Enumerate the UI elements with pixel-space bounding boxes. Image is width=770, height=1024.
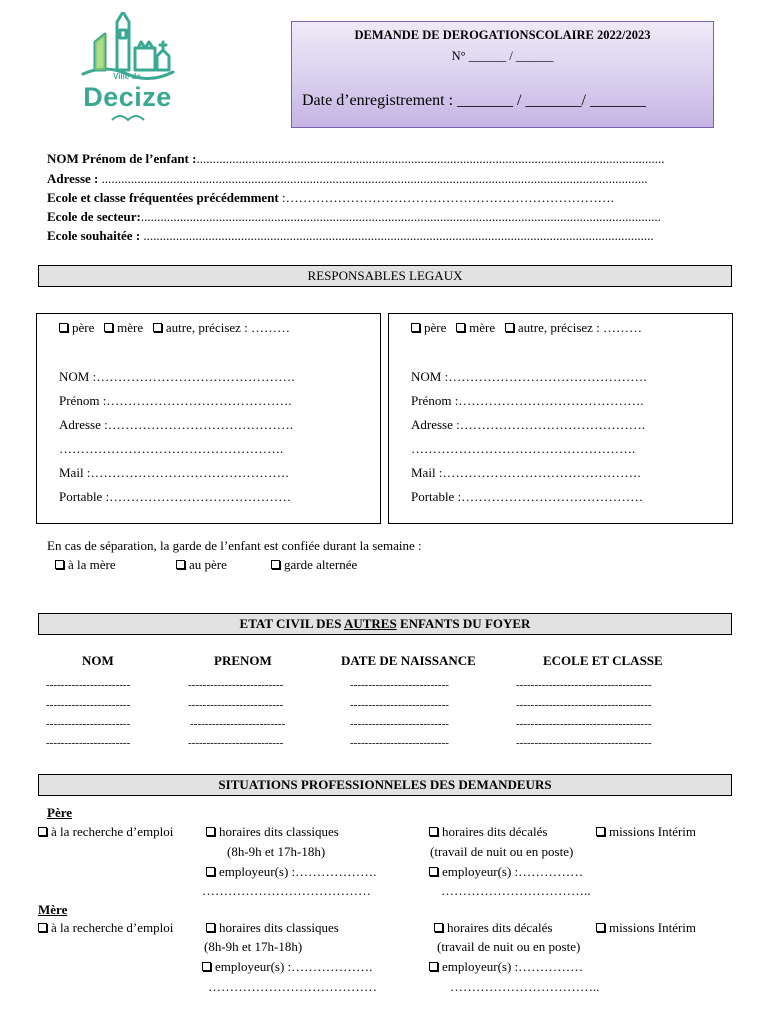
garde-alternee-checkbox[interactable]	[271, 560, 280, 569]
wave-icon	[110, 112, 150, 122]
col-prenom: PRENOM	[214, 653, 272, 668]
table-cell-prenom[interactable]: --------------------------	[188, 679, 284, 691]
table-cell-prenom[interactable]: --------------------------	[188, 699, 284, 711]
desired-school-field[interactable]: Ecole souhaitée : .............................................................................................................................................................	[47, 228, 654, 243]
table-cell-nom[interactable]: -----------------------	[46, 679, 131, 691]
col-ecole-classe: ECOLE ET CLASSE	[543, 653, 663, 668]
request-number-field[interactable]: N° ______ / ______	[451, 49, 554, 63]
checkbox[interactable]	[596, 923, 605, 932]
mere-label: Mère	[38, 902, 68, 917]
mere-dots-left[interactable]: …………………………………	[208, 979, 377, 994]
pere-horaires-decales-option[interactable]: horaires dits décalés	[429, 824, 547, 840]
pere-dots-left[interactable]: …………………………………	[202, 883, 371, 898]
decize-logo	[75, 12, 180, 122]
pere-dots-right[interactable]: ……………………………..	[441, 883, 591, 898]
responsable-1-box	[36, 313, 381, 524]
garde-alternee-option[interactable]: garde alternée	[271, 557, 357, 573]
checkbox[interactable]	[202, 962, 211, 971]
pere-checkbox[interactable]	[411, 323, 420, 332]
mere-nuit-text: (travail de nuit ou en poste)	[437, 939, 581, 954]
checkbox[interactable]	[206, 923, 215, 932]
mere-horaires-classiques-option[interactable]: horaires dits classiques	[206, 920, 339, 936]
checkbox[interactable]	[596, 827, 605, 836]
garde-mere-checkbox[interactable]	[55, 560, 64, 569]
table-cell-date[interactable]: ---------------------------	[350, 737, 449, 749]
col-date-naissance: DATE DE NAISSANCE	[341, 653, 476, 668]
responsable-1-adresse-2[interactable]: …………………………………………….	[59, 441, 284, 456]
pere-employeur-right[interactable]: employeur(s) :……………	[429, 864, 583, 880]
sector-school-field[interactable]: Ecole de secteur:................................................................................................................................................................	[47, 209, 661, 224]
garde-mere-option[interactable]: à la mère	[55, 557, 116, 573]
responsable-2-nom[interactable]: NOM :……………………………………….	[411, 369, 647, 384]
responsable-1-mail[interactable]: Mail :……………………………………….	[59, 465, 289, 480]
responsable-2-relation: père mère autre, précisez : ………	[411, 320, 642, 336]
checkbox[interactable]	[38, 827, 47, 836]
mere-interim-option[interactable]: missions Intérim	[596, 920, 696, 936]
form-title: DEMANDE DE DEROGATIONSCOLAIRE 2022/2023	[354, 28, 651, 42]
mere-employeur-left[interactable]: employeur(s) :……………….	[202, 959, 372, 975]
table-cell-date[interactable]: ---------------------------	[350, 699, 449, 711]
table-cell-prenom[interactable]: --------------------------	[190, 718, 286, 730]
table-cell-nom[interactable]: -----------------------	[46, 718, 131, 730]
mere-checkbox[interactable]	[456, 323, 465, 332]
garde-pere-option[interactable]: au père	[176, 557, 227, 573]
table-cell-date[interactable]: ---------------------------	[350, 718, 449, 730]
pere-employeur-left[interactable]: employeur(s) :……………….	[206, 864, 376, 880]
autre-checkbox[interactable]	[505, 323, 514, 332]
pere-horaires-classiques-option[interactable]: horaires dits classiques	[206, 824, 339, 840]
pere-recherche-emploi-option[interactable]: à la recherche d’emploi	[38, 824, 173, 840]
address-field[interactable]: Adresse : ........................................................................................................................................................................	[47, 171, 648, 186]
responsable-2-prenom[interactable]: Prénom :…………………………………….	[411, 393, 644, 408]
table-cell-nom[interactable]: -----------------------	[46, 737, 131, 749]
responsable-2-portable[interactable]: Portable :……………………………………	[411, 489, 644, 504]
table-cell-date[interactable]: ---------------------------	[350, 679, 449, 691]
checkbox[interactable]	[429, 867, 438, 876]
pere-label: Père	[47, 805, 73, 820]
registration-date-field[interactable]: Date d’enregistrement : _______ / _______/ _______	[302, 92, 646, 109]
logo-name: Decize	[83, 82, 172, 112]
pere-checkbox[interactable]	[59, 323, 68, 332]
table-cell-prenom[interactable]: --------------------------	[188, 737, 284, 749]
responsable-2-adresse-2[interactable]: …………………………………………….	[411, 441, 636, 456]
mere-hours-text: (8h-9h et 17h-18h)	[204, 939, 303, 954]
checkbox[interactable]	[434, 923, 443, 932]
responsable-1-portable[interactable]: Portable :……………………………………	[59, 489, 292, 504]
table-cell-ecole[interactable]: -------------------------------------	[516, 718, 652, 730]
responsable-1-nom[interactable]: NOM :……………………………………….	[59, 369, 295, 384]
request-header-box	[291, 21, 714, 128]
mere-recherche-emploi-option[interactable]: à la recherche d’emploi	[38, 920, 173, 936]
checkbox[interactable]	[206, 827, 215, 836]
table-cell-ecole[interactable]: -------------------------------------	[516, 699, 652, 711]
responsable-1-adresse[interactable]: Adresse :…………………………………….	[59, 417, 293, 432]
checkbox[interactable]	[206, 867, 215, 876]
child-name-field[interactable]: NOM Prénom de l’enfant :................................................................................................................................................	[47, 151, 665, 166]
responsable-2-box	[388, 313, 733, 524]
pere-hours-text: (8h-9h et 17h-18h)	[227, 844, 326, 859]
table-cell-nom[interactable]: -----------------------	[46, 699, 131, 711]
previous-school-field[interactable]: Ecole et classe fréquentées précédemment :………………………………………………………………….	[47, 190, 614, 205]
separation-question: En cas de séparation, la garde de l’enfant est confiée durant la semaine :	[47, 538, 422, 553]
garde-pere-checkbox[interactable]	[176, 560, 185, 569]
section-situations: SITUATIONS PROFESSIONNELES DES DEMANDEURS	[38, 774, 732, 796]
autre-checkbox[interactable]	[153, 323, 162, 332]
table-cell-ecole[interactable]: -------------------------------------	[516, 737, 652, 749]
checkbox[interactable]	[429, 962, 438, 971]
mere-horaires-decales-option[interactable]: horaires dits décalés	[434, 920, 552, 936]
logo-ville-text: Ville de	[113, 72, 141, 81]
responsable-1-prenom[interactable]: Prénom :…………………………………….	[59, 393, 292, 408]
checkbox[interactable]	[38, 923, 47, 932]
pere-nuit-text: (travail de nuit ou en poste)	[430, 844, 574, 859]
section-responsables-legaux: RESPONSABLES LEGAUX	[38, 265, 732, 287]
col-nom: NOM	[82, 653, 114, 668]
section-etat-civil: ETAT CIVIL DES AUTRES ENFANTS DU FOYER	[38, 613, 732, 635]
responsable-1-relation: père mère autre, précisez : ………	[59, 320, 290, 336]
mere-checkbox[interactable]	[104, 323, 113, 332]
responsable-2-adresse[interactable]: Adresse :…………………………………….	[411, 417, 645, 432]
responsable-2-mail[interactable]: Mail :……………………………………….	[411, 465, 641, 480]
pere-interim-option[interactable]: missions Intérim	[596, 824, 696, 840]
mere-dots-right[interactable]: ……………………………..	[450, 979, 600, 994]
table-cell-ecole[interactable]: -------------------------------------	[516, 679, 652, 691]
checkbox[interactable]	[429, 827, 438, 836]
mere-employeur-right[interactable]: employeur(s) :……………	[429, 959, 583, 975]
